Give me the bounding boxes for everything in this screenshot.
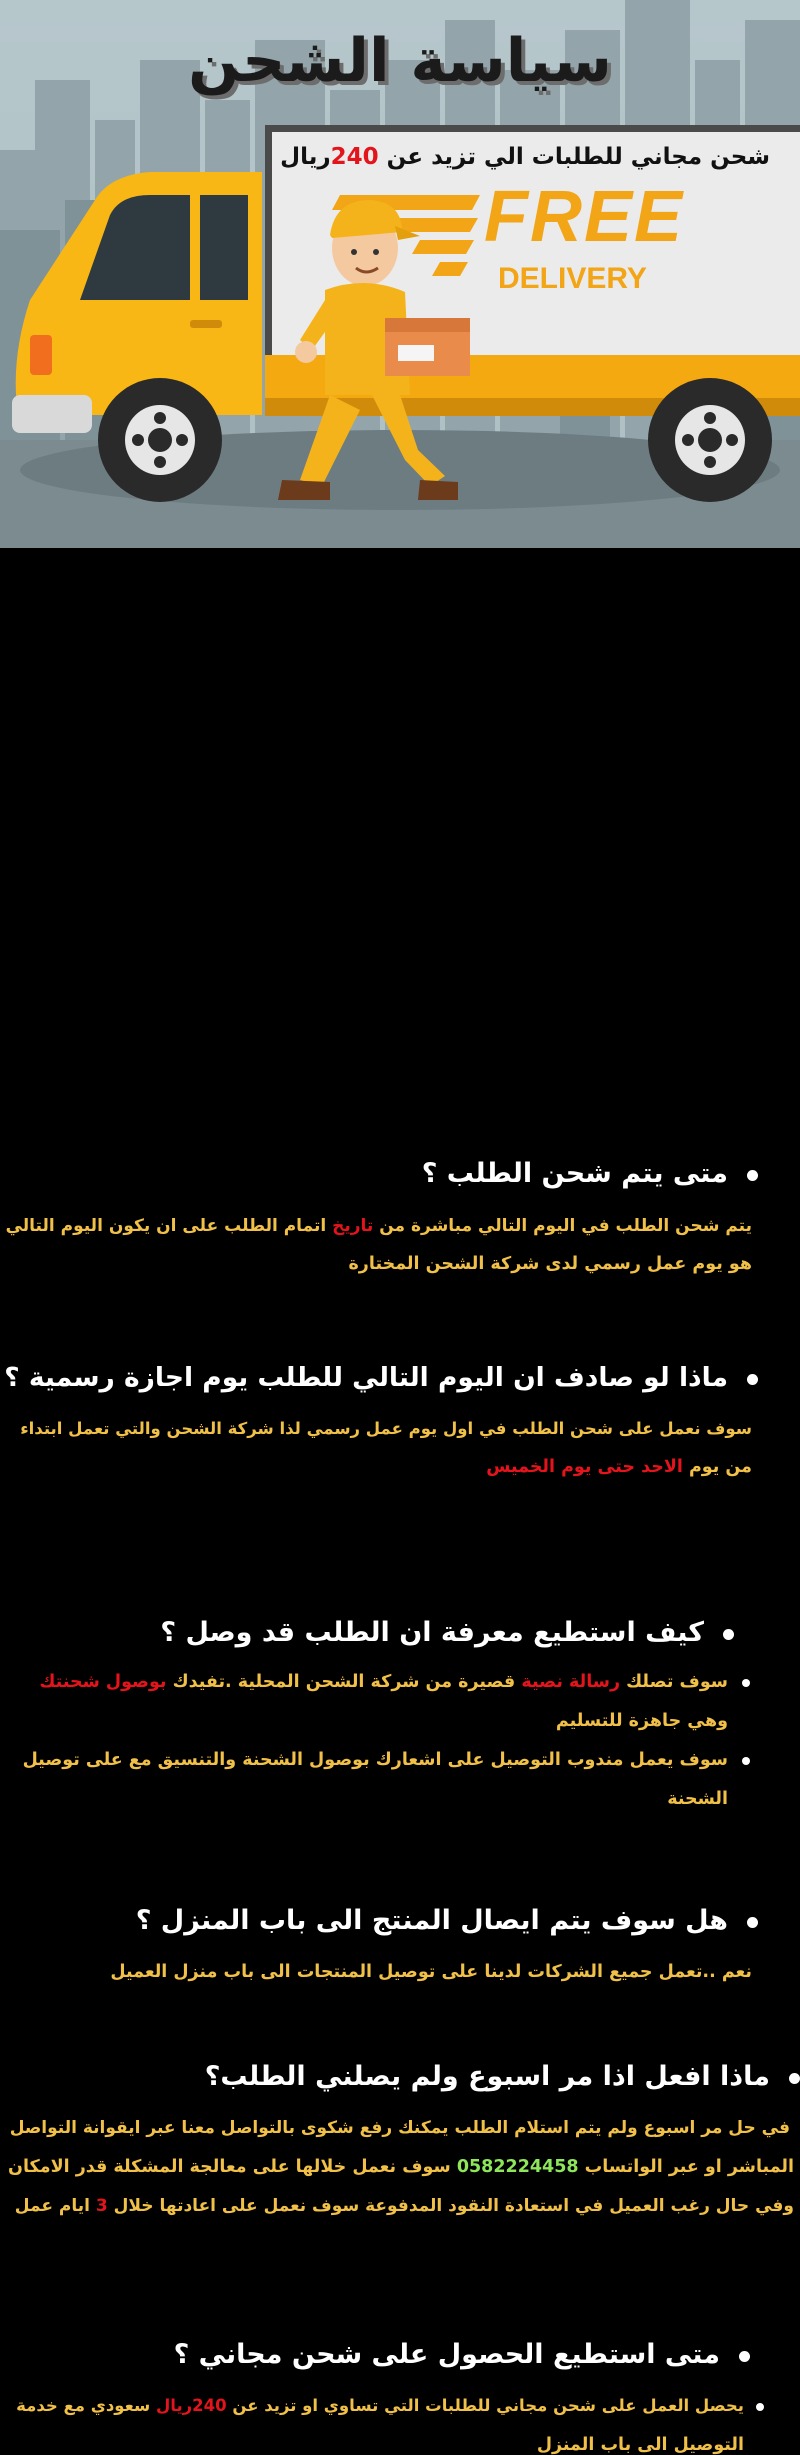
faq-answer-line: سوف نعمل على شحن الطلب في اول يوم عمل رسمي لذا شركة الشحن والتي تعمل ابتداء [20,1419,752,1438]
answer-text: سعودي مع خدمة [16,2396,156,2415]
offer-prefix: شحن مجاني للطلبات الي تزيد عن [378,144,770,170]
faq-question: هل سوف يتم ايصال المنتج الى باب المنزل ؟ [135,1905,728,1936]
faq-answer-line [15,2198,794,2215]
faq-answer-line [8,2159,794,2177]
answer-text: اتمام الطلب على ان يكون اليوم التالي [5,1216,333,1236]
faq-answer-line: وهي جاهزة للتسليم [555,1711,728,1731]
bullet-icon [723,1629,734,1640]
faq-answer-line: نعم ..تعمل جميع الشركات لدينا على توصيل المنتجات الى باب منزل العميل [110,1962,752,1982]
faq-question: ماذا افعل اذا مر اسبوع ولم يصلني الطلب؟ [204,2061,770,2092]
faq-answer-line: الشحنة [667,1789,728,1809]
answer-highlight: 240ريال [155,2396,227,2415]
whatsapp-number[interactable]: 0582224458 [456,2157,579,2177]
hero-banner [0,0,800,548]
faq-answer-line [6,1218,752,1235]
answer-highlight: الاحد حتى يوم الخميس [486,1457,683,1477]
bullet-icon [742,1679,750,1687]
rear-wheel [648,378,772,502]
bullet-icon [747,1170,758,1181]
answer-text: سوف تصلك [620,1672,728,1692]
bullet-icon [789,2073,800,2084]
faq-answer-line [39,1674,728,1692]
faq-answer-line: في حل مر اسبوع ولم يتم استلام الطلب يمكنك رفع شكوى بالتواصل معنا عبر ايقوانة التواصل [9,2118,790,2138]
answer-text: ايام عمل [14,2196,96,2216]
answer-text: يتم شحن الطلب في اليوم التالي مباشرة من [373,1216,752,1236]
answer-text: وفي حال رغب العميل في استعادة النقود المدفوعة سوف نعمل على اعادتها خلال [107,2196,794,2216]
answer-highlight: تاريخ [332,1216,374,1236]
free-shipping-offer-text [280,144,770,170]
offer-amount: 240 [330,144,379,170]
answer-text: قصيرة من شركة الشحن المحلية .تفيدك [166,1672,522,1692]
faq-answer-line: التوصيل الى باب المنزل [536,2435,744,2455]
bullet-icon [739,2351,750,2362]
answer-highlight: 3 [95,2196,108,2216]
faq-answer-line [16,2398,744,2415]
bullet-icon [756,2403,764,2411]
answer-highlight: بوصول شحنتك [39,1672,167,1692]
bullet-icon [742,1757,750,1765]
bullet-icon [747,1374,758,1385]
answer-text: المباشر او عبر الواتساب [578,2157,794,2177]
faq-question: متى يتم شحن الطلب ؟ [421,1158,728,1189]
bullet-icon [747,1917,758,1928]
faq-question: ماذا لو صادف ان اليوم التالي للطلب يوم اجازة رسمية ؟ [4,1362,728,1393]
faq-answer-line: هو يوم عمل رسمي لدى شركة الشحن المختارة [348,1254,752,1274]
front-wheel [98,378,222,502]
offer-currency: ريال [280,144,331,170]
page-title: سياسة الشحن [188,26,612,96]
delivery-logo-text: DELIVERY [498,262,647,295]
faq-question: متى استطيع الحصول على شحن مجاني ؟ [173,2339,720,2370]
faq-answer-line: سوف يعمل مندوب التوصيل على اشعارك بوصول الشحنة والتنسيق مع على توصيل [22,1750,728,1770]
answer-text: يحصل العمل على شحن مجاني للطلبات التي تساوي او تزيد عن [226,2396,744,2415]
answer-text: سوف نعمل خلالها على معالجة المشكلة قدر الامكان [8,2157,457,2177]
free-logo-text: FREE [484,177,685,257]
answer-text: من يوم [682,1457,752,1477]
faq-question: كيف استطيع معرفة ان الطلب قد وصل ؟ [160,1617,704,1648]
answer-highlight: رسالة نصية [521,1672,621,1692]
faq-answer-line [486,1459,752,1477]
